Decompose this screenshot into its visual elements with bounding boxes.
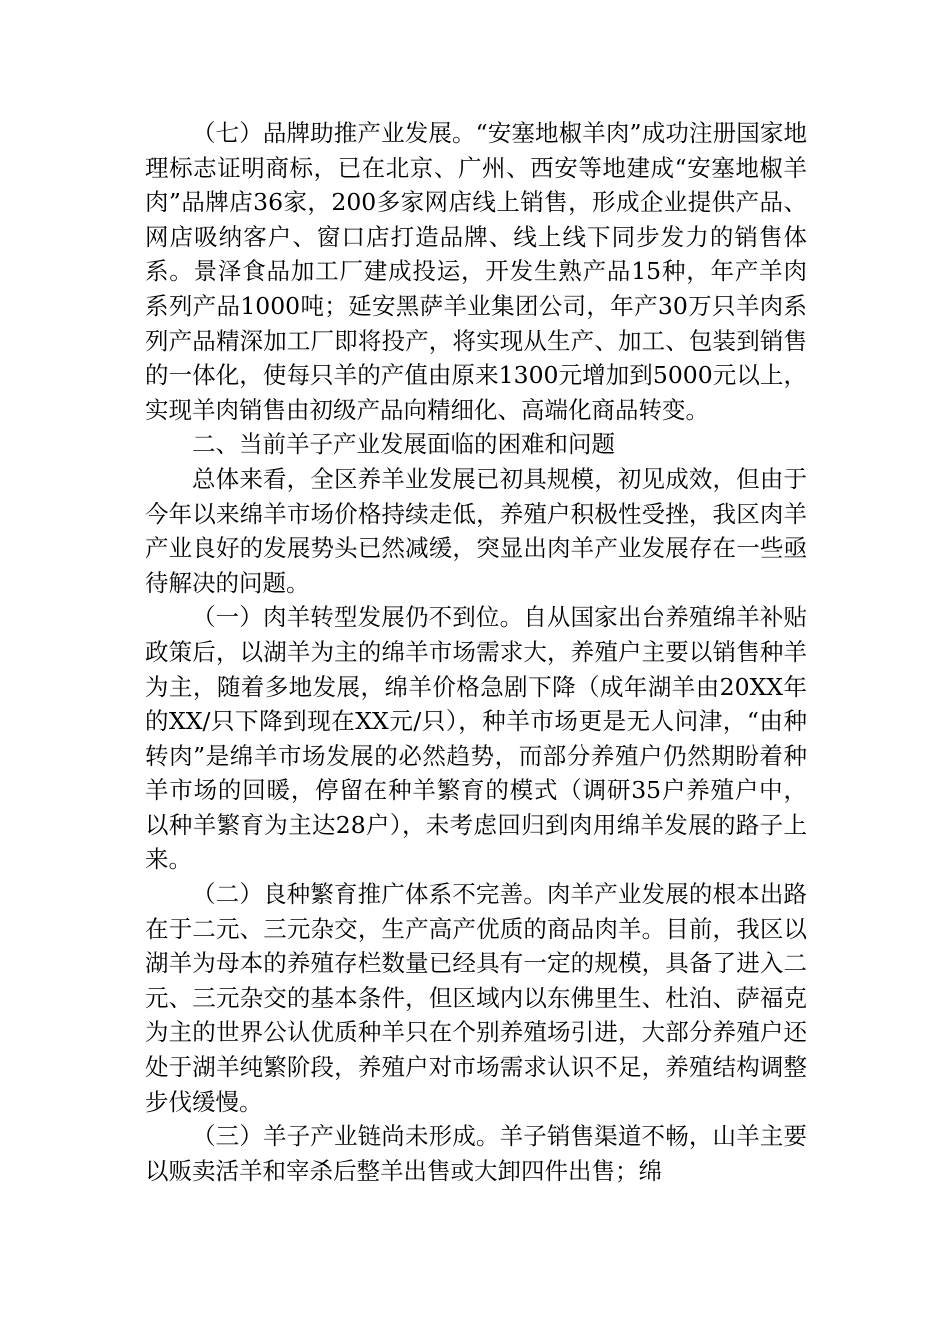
paragraph-issue-2: （二）良种繁育推广体系不完善。肉羊产业发展的根本出路在于二元、三元杂交，生产高产优质的商品肉羊。目前，我区以湖羊为母本的养殖存栏数量已经具有一定的规模，具备了进入二元、三元杂交的基本条件，但区域内以东佛里生、杜泊、萨福克为主的世界公认优质种羊只在个别养殖场引进，大部分养殖户还处于湖羊纯繁阶段，养殖户对市场需求认识不足，养殖结构调整步伐缓慢。 bbox=[145, 880, 807, 1116]
paragraph-issue-3: （三）羊子产业链尚未形成。羊子销售渠道不畅，山羊主要以贩卖活羊和宰杀后整羊出售或大卸四件出售；绵 bbox=[145, 1122, 807, 1185]
paragraph-overview: 总体来看，全区养羊业发展已初具规模，初见成效，但由于今年以来绵羊市场价格持续走低，养殖户积极性受挫，我区肉羊产业良好的发展势头已然减缓，突显出肉羊产业发展存在一些亟待解决的问题。 bbox=[145, 464, 807, 597]
paragraph-brand-promotion: （七）品牌助推产业发展。“安塞地椒羊肉”成功注册国家地理标志证明商标，已在北京、广州、西安等地建成“安塞地椒羊肉”品牌店36家，200多家网店线上销售，形成企业提供产品、网店吸纳客户、窗口店打造品牌、线上线下同步发力的销售体系。景泽食品加工厂建成投运，开发生熟产品15种，年产羊肉系列产品1000吨；延安黑萨羊业集团公司，年产30万只羊肉系列产品精深加工厂即将投产，将实现从生产、加工、包装到销售的一体化，使每只羊的产值由原来1300元增加到5000元以上，实现羊肉销售由初级产品向精细化、高端化商品转变。 bbox=[145, 119, 807, 424]
section-heading: 二、当前羊子产业发展面临的困难和问题 bbox=[192, 430, 615, 459]
paragraph-issue-1: （一）肉羊转型发展仍不到位。自从国家出台养殖绵羊补贴政策后，以湖羊为主的绵羊市场需求大，养殖户主要以销售种羊为主，随着多地发展，绵羊价格急剧下降（成年湖羊由20XX年的XX/只下降到现在XX元/只），种羊市场更是无人问津，“由种转肉”是绵羊市场发展的必然趋势，而部分养殖户仍然期盼着种羊市场的回暖，停留在种羊繁育的模式（调研35户养殖户中，以种羊繁育为主达28户），未考虑回归到肉用绵羊发展的路子上来。 bbox=[145, 603, 807, 874]
document-page bbox=[145, 116, 807, 1188]
